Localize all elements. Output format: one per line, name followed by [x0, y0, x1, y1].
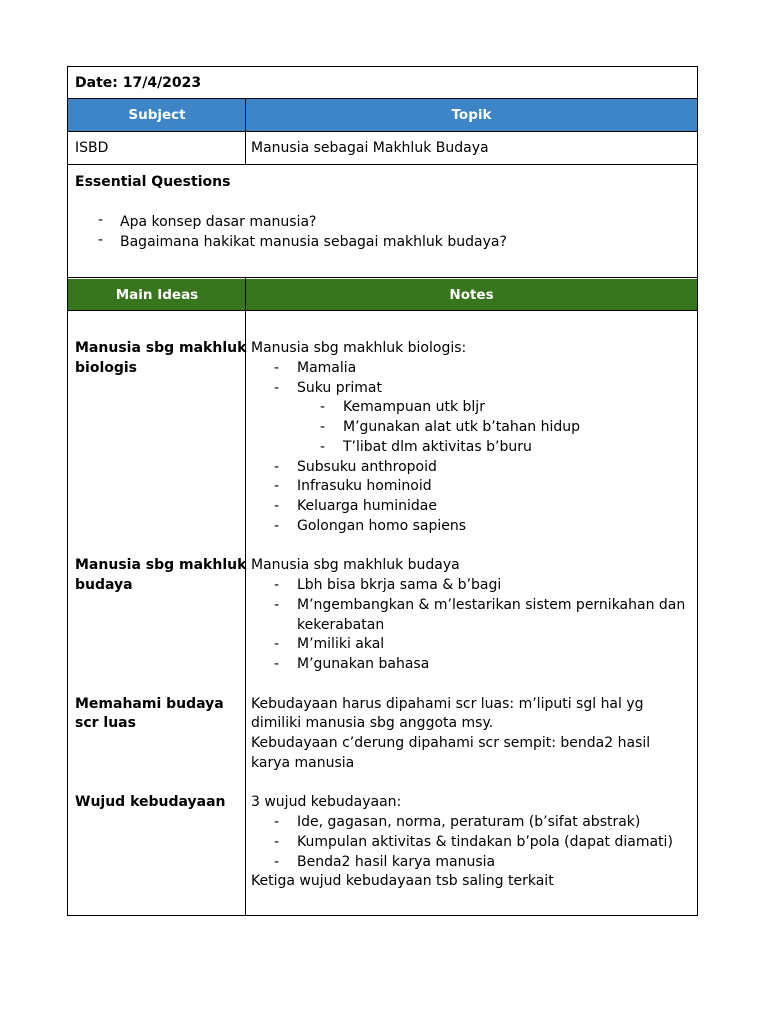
note-bullet: Lbh bisa bkrja sama & b’bagi: [297, 577, 502, 593]
date-label: Date: 17/4/2023: [75, 75, 202, 91]
bullet-dash: -: [274, 478, 280, 494]
main-idea: Manusia sbg makhluk: [75, 557, 247, 573]
subject-value: ISBD: [75, 140, 109, 156]
bullet-dash: -: [274, 656, 280, 672]
bullet-dash: -: [274, 577, 280, 593]
bullet-dash: -: [274, 380, 280, 396]
divider: [68, 277, 697, 278]
note-bullet: Infrasuku hominoid: [297, 478, 432, 494]
note-line: Manusia sbg makhluk biologis:: [251, 340, 467, 356]
main-idea: Memahami budaya: [75, 696, 224, 712]
note-bullet: M’gunakan bahasa: [297, 656, 430, 672]
note-line: Ketiga wujud kebudayaan tsb saling terkait: [251, 873, 554, 889]
essential-questions-title: Essential Questions: [75, 174, 231, 190]
note-subbullet: T’libat dlm aktivitas b’buru: [343, 439, 532, 455]
note-bullet: M’miliki akal: [297, 636, 385, 652]
note-line: 3 wujud kebudayaan:: [251, 794, 402, 810]
note-line: karya manusia: [251, 755, 355, 771]
divider: [68, 310, 697, 311]
bullet-dash: -: [274, 518, 280, 534]
note-bullet-continued: kekerabatan: [297, 617, 385, 633]
bullet-dash: -: [274, 636, 280, 652]
bullet-dash: -: [98, 212, 104, 228]
cornell-notes-table: [67, 66, 698, 916]
note-bullet: Keluarga huminidae: [297, 498, 437, 514]
column-divider: [245, 99, 246, 165]
bullet-dash: -: [274, 834, 280, 850]
bullet-dash: -: [274, 498, 280, 514]
subject-header: Subject: [128, 107, 186, 123]
bullet-dash: -: [274, 360, 280, 376]
bullet-dash: -: [320, 419, 326, 435]
bullet-dash: -: [274, 814, 280, 830]
note-line: dimiliki manusia sbg anggota msy.: [251, 715, 494, 731]
note-line: Kebudayaan c’derung dipahami scr sempit: benda2 hasil: [251, 735, 651, 751]
main-idea: Manusia sbg makhluk: [75, 340, 247, 356]
column-divider: [245, 278, 246, 915]
bullet-dash: -: [320, 439, 326, 455]
essential-question: Apa konsep dasar manusia?: [120, 214, 317, 230]
note-line: Manusia sbg makhluk budaya: [251, 557, 460, 573]
note-bullet: Kumpulan aktivitas & tindakan b’pola (dapat diamati): [297, 834, 673, 850]
note-bullet: Suku primat: [297, 380, 382, 396]
note-line: Kebudayaan harus dipahami scr luas: m’liputi sgl hal yg: [251, 696, 644, 712]
main-idea: scr luas: [75, 715, 136, 731]
essential-question: Bagaimana hakikat manusia sebagai makhluk budaya?: [120, 234, 507, 250]
main-idea: Wujud kebudayaan: [75, 794, 226, 810]
main-ideas-header: Main Ideas: [115, 287, 199, 303]
note-bullet: Ide, gagasan, norma, peraturam (b’sifat abstrak): [297, 814, 641, 830]
note-subbullet: Kemampuan utk bljr: [343, 399, 485, 415]
topic-header: Topik: [451, 107, 492, 123]
note-bullet: M’ngembangkan & m’lestarikan sistem pernikahan dan: [297, 597, 686, 613]
bullet-dash: -: [274, 854, 280, 870]
note-bullet: Subsuku anthropoid: [297, 459, 437, 475]
bullet-dash: -: [274, 459, 280, 475]
note-bullet: Golongan homo sapiens: [297, 518, 467, 534]
divider: [68, 164, 697, 165]
bullet-dash: -: [274, 597, 280, 613]
bullet-dash: -: [320, 399, 326, 415]
topic-value: Manusia sebagai Makhluk Budaya: [251, 140, 489, 156]
main-idea: biologis: [75, 360, 138, 376]
notes-header: Notes: [449, 287, 494, 303]
bullet-dash: -: [98, 232, 104, 248]
note-bullet: Mamalia: [297, 360, 357, 376]
main-idea: budaya: [75, 577, 133, 593]
note-bullet: Benda2 hasil karya manusia: [297, 854, 496, 870]
note-subbullet: M’gunakan alat utk b’tahan hidup: [343, 419, 581, 435]
